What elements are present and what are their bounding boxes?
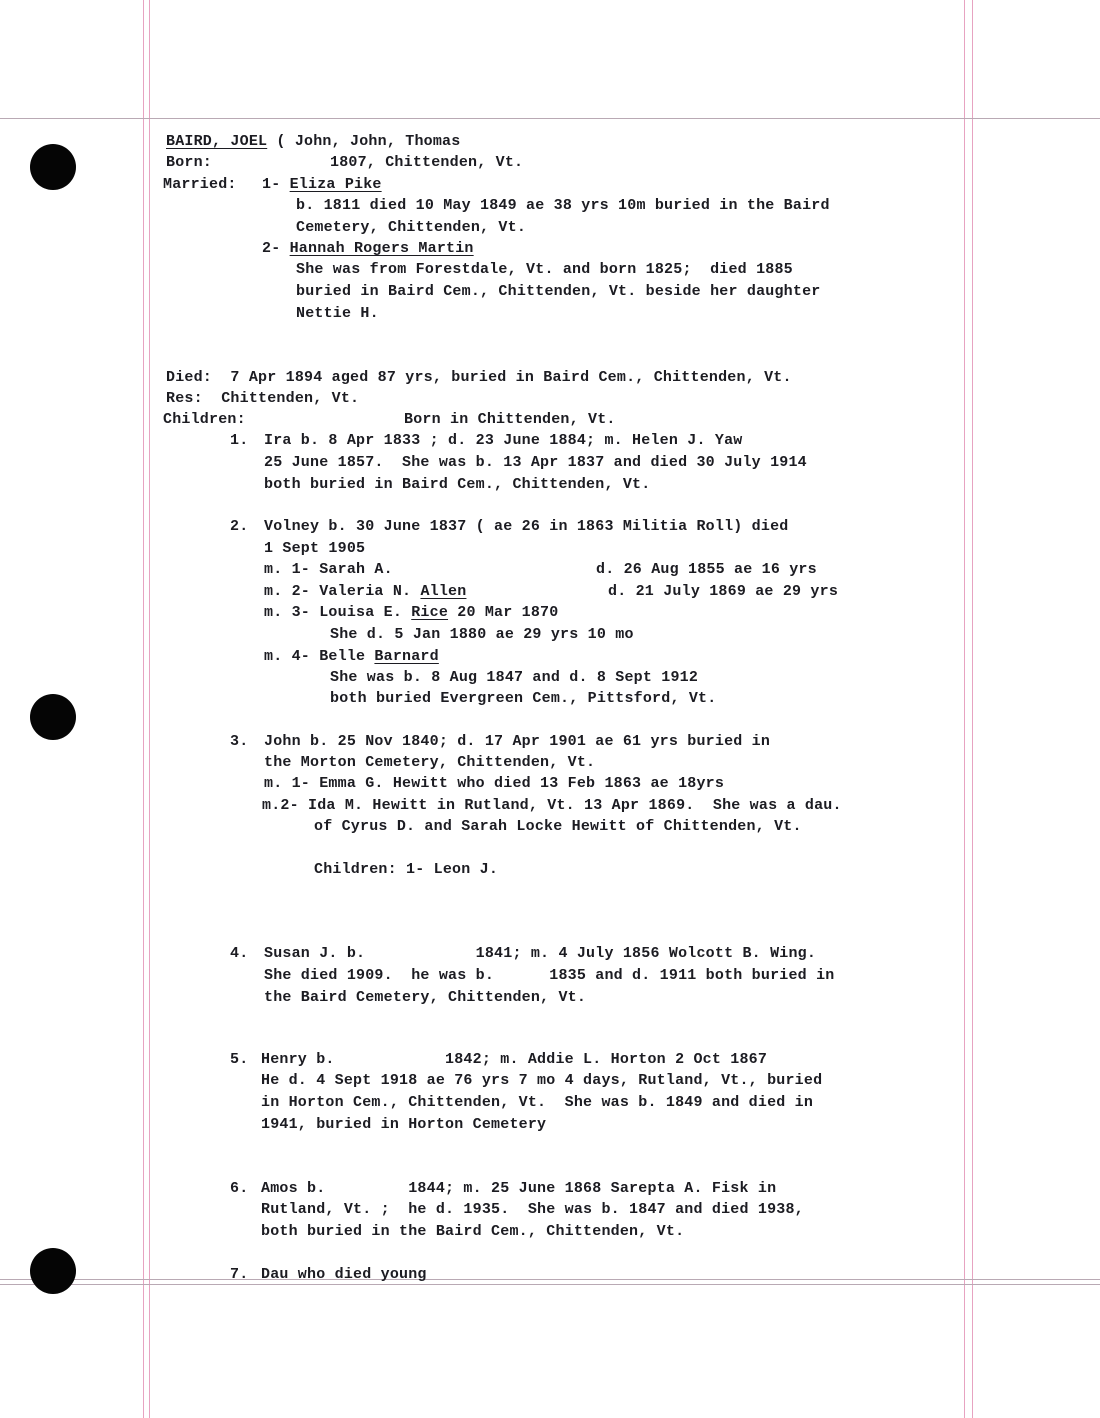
child-3-marriage-2-detail: of Cyrus D. and Sarah Locke Hewitt of Chittenden, Vt. [314,818,802,835]
died-label: Died: [166,369,213,386]
child-5-number: 5. [230,1051,249,1068]
spouse-2-line [262,239,474,259]
child-4-detail: She died 1909. he was b. 1835 and d. 1911 both buried in [264,967,835,984]
child-1-text: Ira b. 8 Apr 1833 ; d. 23 June 1884; m. Helen J. Yaw [264,432,743,449]
punch-hole-top [30,144,76,190]
marriage-surname: Allen [420,583,467,600]
child-3-number: 3. [230,733,249,750]
child-4-number: 4. [230,945,249,962]
spouse-1-detail: Cemetery, Chittenden, Vt. [296,219,527,236]
child-2-marriage-4 [264,647,439,667]
spouse-2-detail: Nettie H. [296,305,379,322]
child-5-detail: 1941, buried in Horton Cemetery [261,1116,547,1133]
bottom-rule-2 [0,1284,1100,1285]
born-value: 1807, Chittenden, Vt. [330,154,524,171]
child-5-detail: He d. 4 Sept 1918 ae 76 yrs 7 mo 4 days, Rutland, Vt., buried [261,1072,823,1089]
child-7-number: 7. [230,1266,249,1283]
child-3-marriage-1: m. 1- Emma G. Hewitt who died 13 Feb 1863 ae 18yrs [264,775,725,792]
child-3-text: John b. 25 Nov 1840; d. 17 Apr 1901 ae 61 yrs buried in [264,733,771,750]
person-name: BAIRD, JOEL [166,133,268,150]
child-2-text: Volney b. 30 June 1837 ( ae 26 in 1863 Militia Roll) died [264,518,789,535]
child-2-marriage-3-death: She d. 5 Jan 1880 ae 29 yrs 10 mo [330,626,634,643]
child-2-marriage-3 [264,603,558,623]
residence-value: Chittenden, Vt. [221,390,360,407]
child-1-detail: 25 June 1857. She was b. 13 Apr 1837 and died 30 July 1914 [264,454,807,471]
child-2-marriage-4-detail: both buried Evergreen Cem., Pittsford, Vt. [330,690,717,707]
child-2-marriage-2-death: d. 21 July 1869 ae 29 yrs [608,583,839,600]
child-2-marriage-1: m. 1- Sarah A. [264,561,393,578]
residence-label: Res: [166,390,203,407]
spouse-1-line [262,175,382,195]
child-3-marriage-2: m.2- Ida M. Hewitt in Rutland, Vt. 13 Apr 1869. She was a dau. [262,797,842,814]
spouse-2-detail: buried in Baird Cem., Chittenden, Vt. beside her daughter [296,283,821,300]
spouse-2-name: Hannah Rogers Martin [289,240,474,257]
spouse-1-name: Eliza Pike [289,176,382,193]
marriage-prefix: m. 4- Belle [264,648,375,665]
child-2-detail: 1 Sept 1905 [264,540,366,557]
margin-rule-right-2 [972,0,973,1418]
child-5-text: Henry b. 1842; m. Addie L. Horton 2 Oct 1867 [261,1051,768,1068]
child-6-detail: Rutland, Vt. ; he d. 1935. She was b. 1847 and died 1938, [261,1201,804,1218]
child-1-detail: both buried in Baird Cem., Chittenden, Vt. [264,476,651,493]
child-1-number: 1. [230,432,249,449]
bottom-rule-1 [0,1279,1100,1280]
child-6-text: Amos b. 1844; m. 25 June 1868 Sarepta A. Fisk in [261,1180,777,1197]
child-3-detail: the Morton Cemetery, Chittenden, Vt. [264,754,596,771]
children-label: Children: [163,411,246,428]
child-2-marriage-4-detail: She was b. 8 Aug 1847 and d. 8 Sept 1912 [330,669,699,686]
spouse-1-number: 1- [262,176,281,193]
residence-line [166,389,359,409]
child-4-detail: the Baird Cemetery, Chittenden, Vt. [264,989,587,1006]
punch-hole-bottom [30,1248,76,1294]
child-4-text: Susan J. b. 1841; m. 4 July 1856 Wolcott B. Wing. [264,945,817,962]
margin-rule-left-2 [149,0,150,1418]
child-2-marriage-1-death: d. 26 Aug 1855 ae 16 yrs [596,561,817,578]
child-5-detail: in Horton Cem., Chittenden, Vt. She was b. 1849 and died in [261,1094,814,1111]
marriage-prefix: m. 3- Louisa E. [264,604,412,621]
marriage-surname: Barnard [374,648,439,665]
spouse-2-number: 2- [262,240,281,257]
child-7-text: Dau who died young [261,1266,427,1283]
died-line [166,368,792,388]
married-label: Married: [163,176,237,193]
child-2-marriage-2 [264,582,466,602]
margin-rule-left-1 [143,0,144,1418]
died-value: 7 Apr 1894 aged 87 yrs, buried in Baird Cem., Chittenden, Vt. [230,369,792,386]
child-2-number: 2. [230,518,249,535]
header-line [166,132,460,152]
spouse-1-detail: b. 1811 died 10 May 1849 ae 38 yrs 10m buried in the Baird [296,197,830,214]
marriage-prefix: m. 2- Valeria N. [264,583,421,600]
lineage: ( John, John, Thomas [267,133,461,150]
child-6-detail: both buried in the Baird Cem., Chittenden, Vt. [261,1223,685,1240]
marriage-surname: Rice [411,604,449,621]
punch-hole-middle [30,694,76,740]
child-3-children: Children: 1- Leon J. [314,861,499,878]
margin-rule-right-1 [964,0,965,1418]
born-label: Born: [166,154,213,171]
top-rule [0,118,1100,119]
marriage-date: 20 Mar 1870 [448,604,559,621]
children-born-note: Born in Chittenden, Vt. [404,411,616,428]
spouse-2-detail: She was from Forestdale, Vt. and born 1825; died 1885 [296,261,793,278]
child-6-number: 6. [230,1180,249,1197]
